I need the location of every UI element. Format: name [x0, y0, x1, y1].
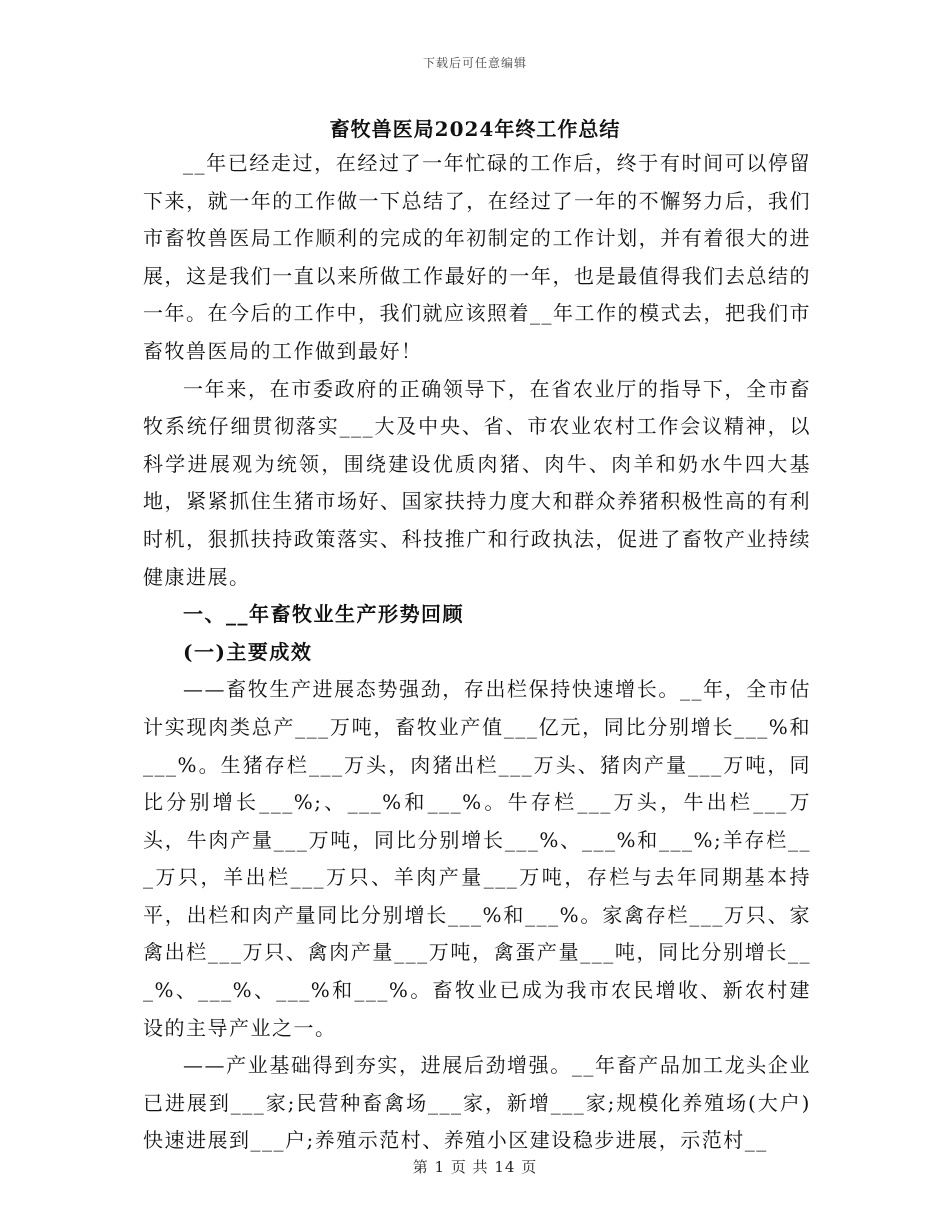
paragraph-production: ——畜牧生产进展态势强劲，存出栏保持快速增长。__年，全市估计实现肉类总产___万吨，畜牧业产值___亿元，同比分别增长___%和___%。生猪存栏___万头，肉猪出栏___万头、猪肉产量___万吨，同比分别增长___%;、___%和___%。牛存栏___万头，牛出栏___万头，牛肉产量___万吨，同比分别增长___%、___%和___%;羊存栏___万只，羊出栏___万只、羊肉产量___万吨，存栏与去年同期基本持平，出栏和肉产量同比分别增长___%和___%。家禽存栏___万只、家禽出栏___万只、禽肉产量___万吨，禽蛋产量___吨，同比分别增长___%、___%、___%和___%。畜牧业已成为我市农民增收、新农村建设的主导产业之一。	[143, 677, 811, 1040]
paragraph-intro: __年已经走过，在经过了一年忙碌的工作后，终于有时间可以停留下来，就一年的工作做一下总结了，在经过了一年的不懈努力后，我们市畜牧兽医局工作顺利的完成的年初制定的工作计划，并有着很大的进展，这是我们一直以来所做工作最好的一年，也是最值得我们去总结的一年。在今后的工作中，我们就应该照着__年工作的模式去，把我们市畜牧兽医局的工作做到最好！	[143, 151, 811, 363]
paragraph-industry-base: ——产业基础得到夯实，进展后劲增强。__年畜产品加工龙头企业已进展到___家;民营种畜禽场___家，新增___家;规模化养殖场(大户)快速进展到___户;养殖示范村、养殖小区建设稳步进展，示范村__	[143, 1053, 811, 1153]
document-title: 畜牧兽医局2024年终工作总结	[329, 117, 621, 141]
subsection-heading: (一)主要成效	[183, 639, 313, 664]
section-heading: 一、__年畜牧业生产形势回顾	[183, 602, 464, 627]
header-note: 下载后可任意编辑	[422, 56, 527, 70]
paragraph-overview: 一年来，在市委政府的正确领导下，在省农业厅的指导下，全市畜牧系统仔细贯彻落实___大及中央、省、市农业农村工作会议精神，以科学进展观为统领，围绕建设优质肉猪、肉牛、肉羊和奶水牛四大基地，紧紧抓住生猪市场好、国家扶持力度大和群众养猪积极性高的有利时机，狠抓扶持政策落实、科技推广和行政执法，促进了畜牧产业持续健康进展。	[143, 376, 811, 589]
page-number: 第 1 页 共 14 页	[412, 1158, 538, 1176]
document-body	[143, 145, 811, 1160]
